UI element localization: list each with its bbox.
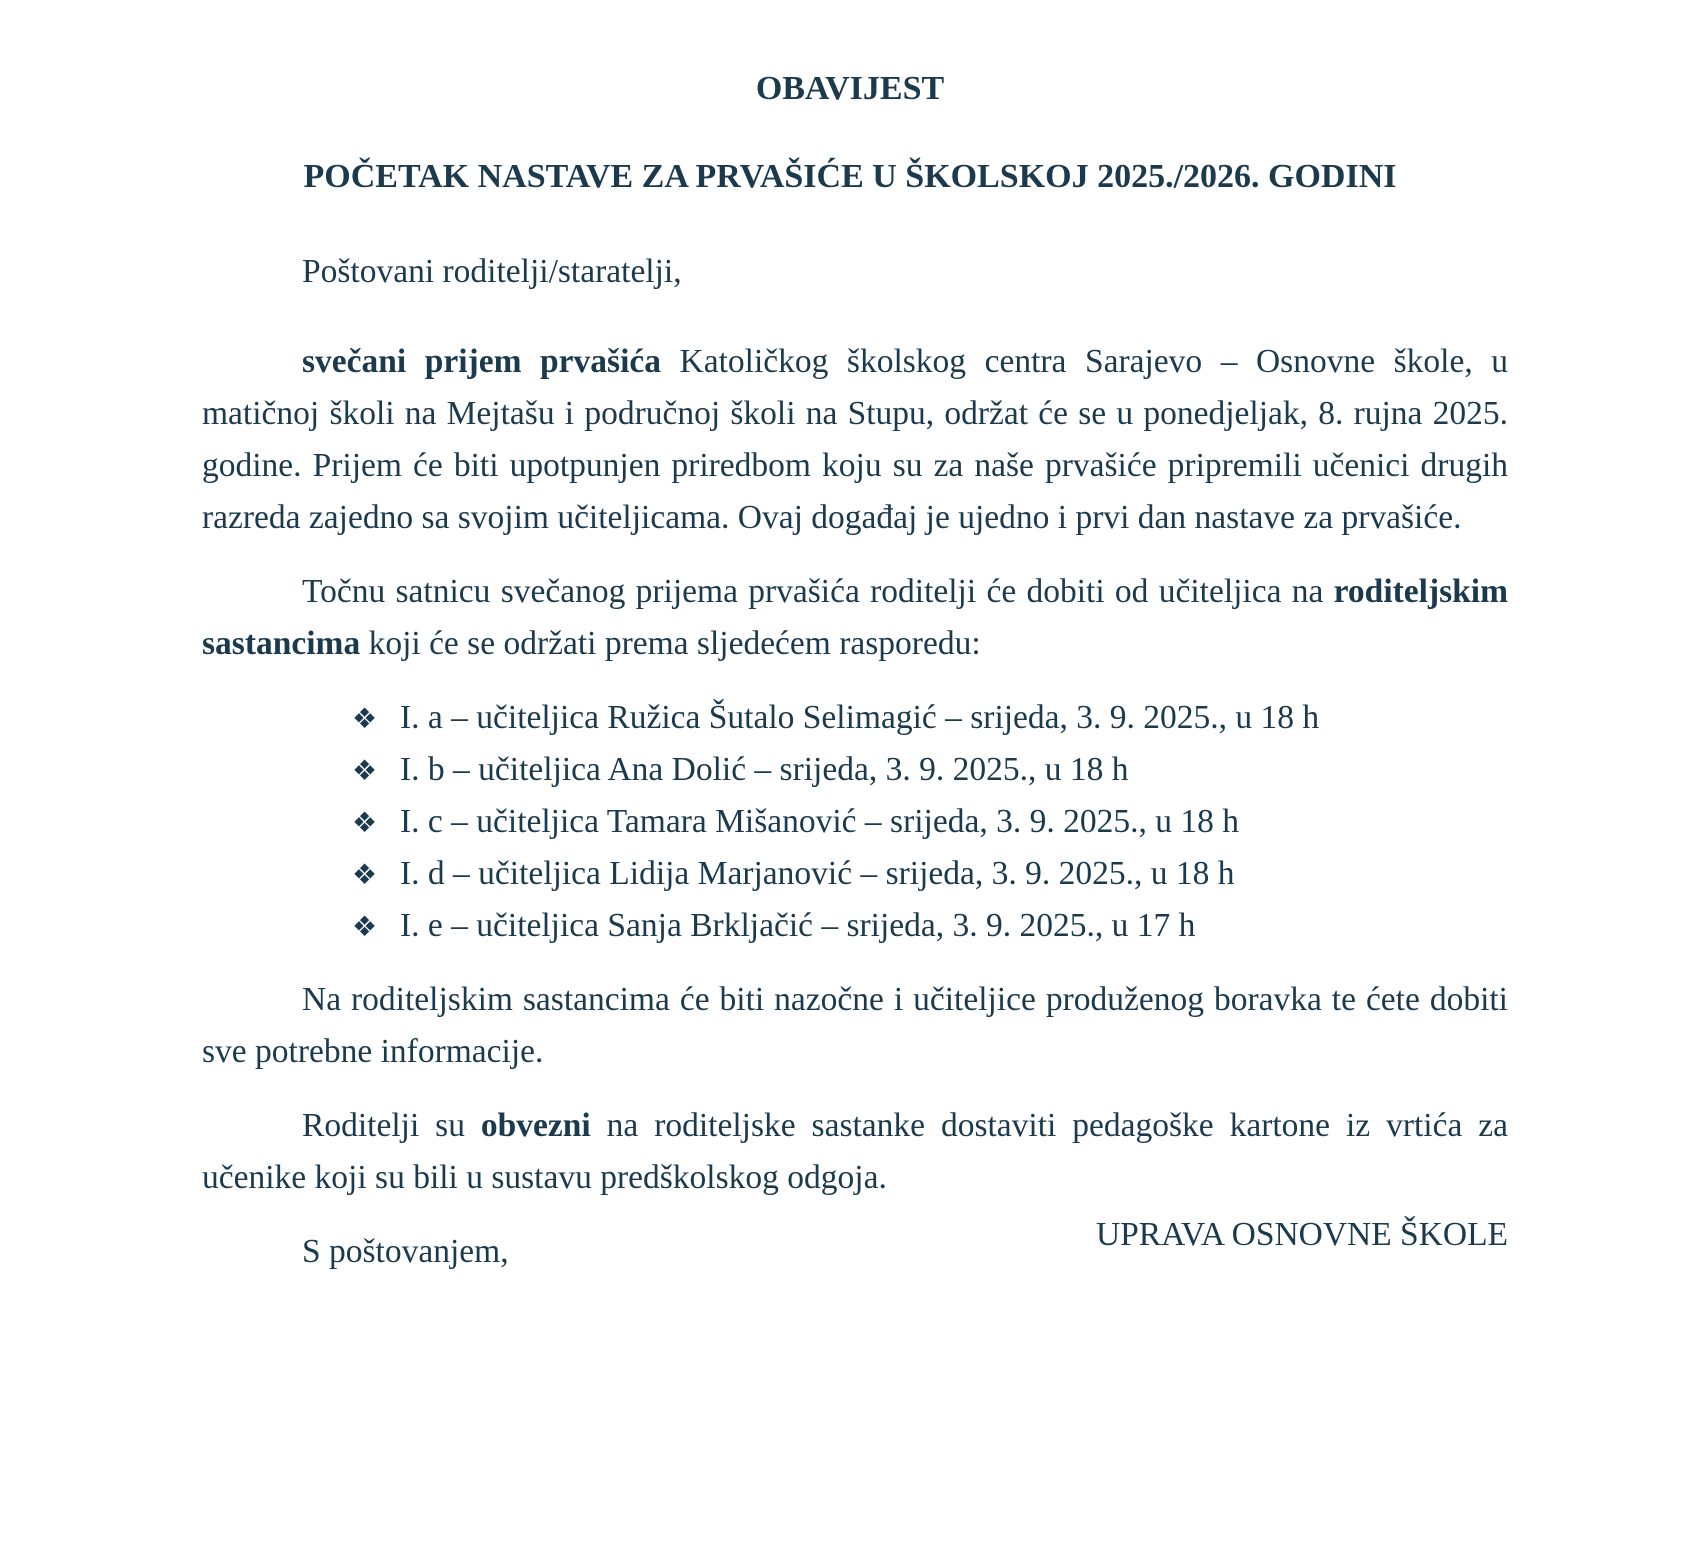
document-body bbox=[202, 246, 1508, 1300]
document-title: OBAVIJEST bbox=[755, 70, 945, 107]
paragraph-obligation-text-after: na roditeljske sastanke dostaviti pedagoške kartone iz vrtića za učenike koji su bili u sustavu predškolskog odgoja. bbox=[202, 1107, 1508, 1196]
paragraph-obligation-text-before: Roditelji su bbox=[302, 1107, 481, 1144]
diamond-bullet-icon: ❖ bbox=[352, 704, 378, 735]
paragraph-reception bbox=[202, 336, 1508, 544]
paragraph-aftercare: Na roditeljskim sastancima će biti nazočne i učiteljice produženog boravka te ćete dobiti sve potrebne informacije. bbox=[202, 981, 1508, 1070]
paragraph-meetings bbox=[202, 566, 1508, 670]
document-subtitle: POČETAK NASTAVE ZA PRVAŠIĆE U ŠKOLSKOJ 2025./2026. GODINI bbox=[303, 158, 1397, 195]
meeting-schedule-list bbox=[202, 692, 1508, 952]
schedule-entry: I. c – učiteljica Tamara Mišanović – srijeda, 3. 9. 2025., u 18 h bbox=[400, 803, 1239, 840]
paragraph-reception-bold: svečani prijem prvašića bbox=[302, 343, 661, 380]
schedule-entry: I. b – učiteljica Ana Dolić – srijeda, 3. 9. 2025., u 18 h bbox=[400, 751, 1129, 788]
list-item bbox=[352, 848, 1508, 900]
list-item bbox=[352, 744, 1508, 796]
closing: S poštovanjem, bbox=[302, 1233, 509, 1270]
diamond-bullet-icon: ❖ bbox=[352, 756, 378, 787]
paragraph-meetings-text-after: koji će se održati prema sljedećem rasporedu: bbox=[360, 625, 981, 662]
schedule-entry: I. a – učiteljica Ružica Šutalo Selimagić – srijeda, 3. 9. 2025., u 18 h bbox=[400, 699, 1320, 736]
paragraph-obligation-bold: obvezni bbox=[480, 1107, 591, 1144]
schedule-entry: I. d – učiteljica Lidija Marjanović – srijeda, 3. 9. 2025., u 18 h bbox=[400, 855, 1235, 892]
paragraph-obligation bbox=[202, 1100, 1508, 1204]
diamond-bullet-icon: ❖ bbox=[352, 912, 378, 943]
diamond-bullet-icon: ❖ bbox=[352, 860, 378, 891]
greeting: Poštovani roditelji/staratelji, bbox=[302, 253, 682, 290]
paragraph-meetings-text-before: Točnu satnicu svečanog prijema prvašića roditelji će dobiti od učiteljica na bbox=[302, 573, 1334, 610]
diamond-bullet-icon: ❖ bbox=[352, 808, 378, 839]
schedule-entry: I. e – učiteljica Sanja Brkljačić – srijeda, 3. 9. 2025., u 17 h bbox=[400, 907, 1196, 944]
signature: UPRAVA OSNOVNE ŠKOLE bbox=[1095, 1216, 1508, 1253]
paragraph-meetings-bold: roditeljskim sastancima bbox=[202, 573, 1508, 662]
list-item bbox=[352, 692, 1508, 744]
list-item bbox=[352, 900, 1508, 952]
list-item bbox=[352, 796, 1508, 848]
paragraph-reception-text: Katoličkog školskog centra Sarajevo – Osnovne škole, u matičnoj školi na Mejtašu i područnoj školi na Stupu, održat će se u ponedjeljak, 8. rujna 2025. godine. Prijem će biti upotpunjen priredbom koju su za naše prvašiće pripremili učenici drugih razreda zajedno sa svojim učiteljicama. Ovaj događaj je ujedno i prvi dan nastave za prvašiće. bbox=[202, 343, 1508, 536]
